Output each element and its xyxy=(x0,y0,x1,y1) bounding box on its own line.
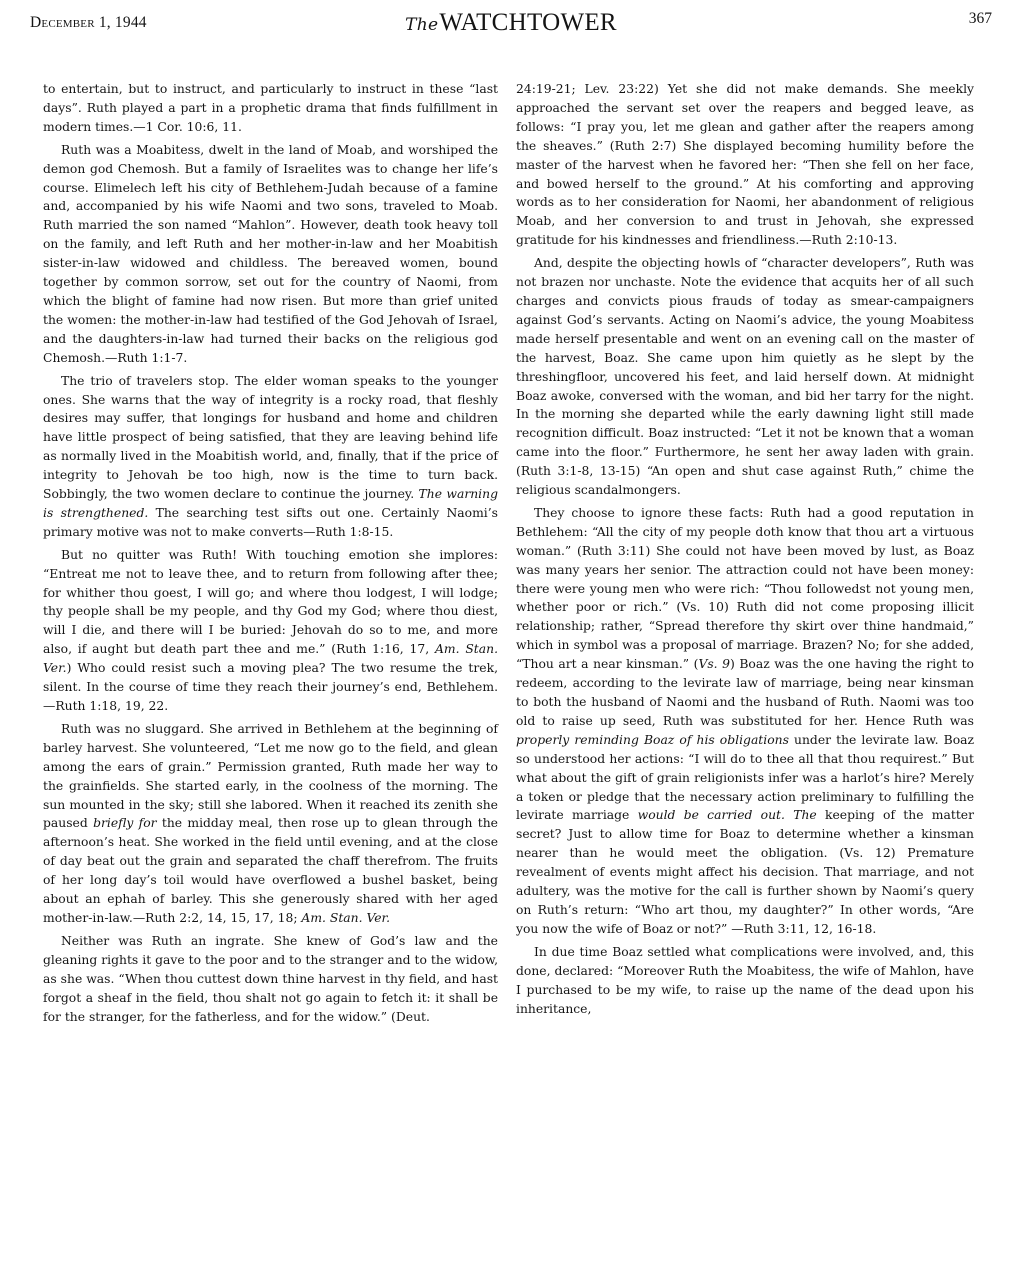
text-run: the midday meal, then rose up to glean through the afternoon’s heat. She worked in the field until evening, and at the close of day beat out the grain and separated the chaff therefrom. The fruits of her long day’s toil would have overflowed a bushel basket, being about an ephah of barley. This she generously shared with her aged mother-in-law.—Ruth 2:2, 14, 15, 17, 18; xyxy=(43,816,498,925)
left-column xyxy=(43,80,498,1030)
paragraph xyxy=(43,932,498,1027)
right-column xyxy=(516,80,974,1022)
paragraph xyxy=(516,80,974,250)
paragraph xyxy=(43,720,498,928)
italic-text: properly reminding Boaz of his obligations xyxy=(516,732,789,747)
paragraph xyxy=(43,80,498,137)
italic-text: Am. Stan. Ver. xyxy=(43,642,498,676)
text-run: The searching test sifts out one. Certainly Naomi’s primary motive was not to make converts—Ruth 1:8-15. xyxy=(43,505,499,539)
text-run: ) Who could resist such a moving plea? The two resume the trek, silent. In the course of time they reach their journey’s end, Bethlehem.—Ruth 1:18, 19, 22. xyxy=(43,661,498,713)
text-run: The trio of travelers stop. The elder woman speaks to the younger ones. She warns that the way of integrity is a rocky road, that fleshly desires may suffer, that longings for husband and home and children have little prospect of being satisfied, that they are leaving behind life as normally lived in the Moabitish world, and, finally, that if the price of integrity to Jehovah be too high, now is the time to turn back. Sobbingly, the two women declare to continue the journey. xyxy=(43,373,498,502)
masthead-title: WATCHTOWER xyxy=(439,9,617,36)
italic-text: would be carried out. The xyxy=(637,808,817,823)
text-run: Ruth was a Moabitess, dwelt in the land of Moab, and worshiped the demon god Chemosh. But a family of Israelites was to change her life’s course. Elimelech left his city of Bethlehem-Judah because of a famine and, accompanied by his wife Naomi and two sons, traveled to Moab. Ruth married the son named “Mahlon”. However, death took heavy toll on the family, and left Ruth and her mother-in-law and her Moabitish sister-in-law widowed and childless. The bereaved women, bound together by common sorrow, set out for the country of Naomi, from which the blight of famine had now risen. But more than grief united the women: the mother-in-law had testified of the God Jehovah of Israel, and the daughters-in-law had turned their backs on the religious god Chemosh.—Ruth 1:1-7. xyxy=(43,142,498,365)
text-run: Neither was Ruth an ingrate. She knew of God’s law and the gleaning rights it gave to the poor and to the stranger and to the widow, as she was. “When thou cuttest down thine harvest in thy field, and hast forgot a sheaf in the field, thou shalt not go again to fetch it: it shall be for the stranger, for the fatherless, and for the widow.” (Deut. xyxy=(43,933,498,1024)
text-run: And, despite the objecting howls of “character developers”, Ruth was not brazen nor unchaste. Note the evidence that acquits her of all such charges and convicts pious frauds of today as smear-campaigners against God’s servants. Acting on Naomi’s advice, the young Moabitess made herself presentable and went on an evening call on the master of the harvest, Boaz. She came upon him quietly as he slept by the threshingfloor, uncovered his feet, and laid herself down. At midnight Boaz awoke, conversed with the woman, and bid her tarry for the night. In the morning she departed while the early dawning light still made recognition difficult. Boaz instructed: “Let it not be known that a woman came into the floor.” Furthermore, he sent her away laden with grain. (Ruth 3:1-8, 13-15) “An open and shut case against Ruth,” chime the religious scandalmongers. xyxy=(516,256,974,498)
masthead xyxy=(30,9,992,37)
text-run: They choose to ignore these facts: Ruth had a good reputation in Bethlehem: “All the city of my people doth know that thou art a virtuous woman.” (Ruth 3:11) She could not have been moved by lust, as Boaz was many years her senior. The attraction could not have been money: there were young men who were rich: “Thou followedst not young men, whether poor or rich.” (Vs. 10) Ruth did not come proposing illicit relationship; rather, “Spread therefore thy skirt over thine handmaid,” which in symbol was a proposal of marriage. Brazen? No; for she added, “Thou art a near kinsman.” ( xyxy=(516,505,974,672)
masthead-prefix: The xyxy=(405,15,439,35)
paragraph xyxy=(516,504,974,939)
text-run: under the levirate law. Boaz so understood her actions: “I will do to thee all that thou requirest.” But what about the gift of grain religionists infer was a harlot’s hire? Merely a token or pledge that the necessary action preliminary to fulfilling the levirate marriage xyxy=(516,732,974,823)
issue-date: December 1, 1944 xyxy=(30,14,147,31)
paragraph xyxy=(43,546,498,716)
text-run: Ruth was no sluggard. She arrived in Bethlehem at the beginning of barley harvest. She volunteered, “Let me now go to the field, and glean among the ears of grain.” Permission granted, Ruth made her way to the grainfields. She started early, in the coolness of the morning. The sun mounted in the sky; still she labored. When it reached its zenith she paused xyxy=(43,721,498,831)
text-run: ) Boaz was the one having the right to redeem, according to the levirate law of marriage, being near kinsman to both the husband of Naomi and the husband of Ruth. Naomi was too old to raise up seed, Ruth was substituted for her. Hence Ruth was xyxy=(516,657,974,728)
text-run: 24:19-21; Lev. 23:22) Yet she did not make demands. She meekly approached the servant set over the reapers and begged leave, as follows: “I pray you, let me glean and gather after the reapers among the sheaves.” (Ruth 2:7) She displayed becoming humility before the master of the harvest when he favored her: “Then she fell on her face, and bowed herself to the ground.” At his comforting and approving words as to her consideration for Naomi, her abandonment of religious Moab, and her conversion to and trust in Jehovah, she expressed gratitude for his kindnesses and friendliness.—Ruth 2:10-13. xyxy=(516,82,974,248)
italic-text: briefly for xyxy=(93,816,157,831)
italic-text: Vs. 9 xyxy=(698,657,730,672)
text-run: In due time Boaz settled what complications were involved, and, this done, declared: “Moreover Ruth the Moabitess, the wife of Mahlon, have I purchased to be my wife, to raise up the name of the dead upon his inheritance, xyxy=(516,944,974,1016)
paragraph xyxy=(516,943,974,1019)
paragraph xyxy=(516,254,974,500)
paragraph xyxy=(43,141,498,368)
text-run: But no quitter was Ruth! With touching emotion she implores: “Entreat me not to leave thee, and to return from following after thee; for whither thou goest, I will go; and where thou lodgest, I will lodge; thy people shall be my people, and thy God my God; where thou diest, will I die, and there will I be buried: Jehovah do so to me, and more also, if aught but death part thee and me.” (Ruth 1:16, 17, xyxy=(43,547,498,657)
text-run: to entertain, but to instruct, and particularly to instruct in these “last days”. Ruth played a part in a prophetic drama that finds fulfillment in modern times.—1 Cor. 10:6, 11. xyxy=(43,82,498,134)
italic-text: Am. Stan. Ver. xyxy=(301,910,391,925)
italic-text: The warning is strengthened. xyxy=(43,487,498,520)
page-header xyxy=(30,6,992,36)
page-number: 367 xyxy=(968,10,992,27)
paragraph xyxy=(43,372,498,542)
text-run: keeping of the matter secret? Just to allow time for Boaz to determine whether a kinsman nearer than he would meet the obligation. (Vs. 12) Premature revealment of events might affect his decision. That marriage, and not adultery, was the motive for the call is further shown by Naomi’s query on Ruth’s return: “Who art thou, my daughter?” In other words, “Are you now the wife of Boaz or not?” —Ruth 3:11, 12, 16-18. xyxy=(516,808,974,936)
